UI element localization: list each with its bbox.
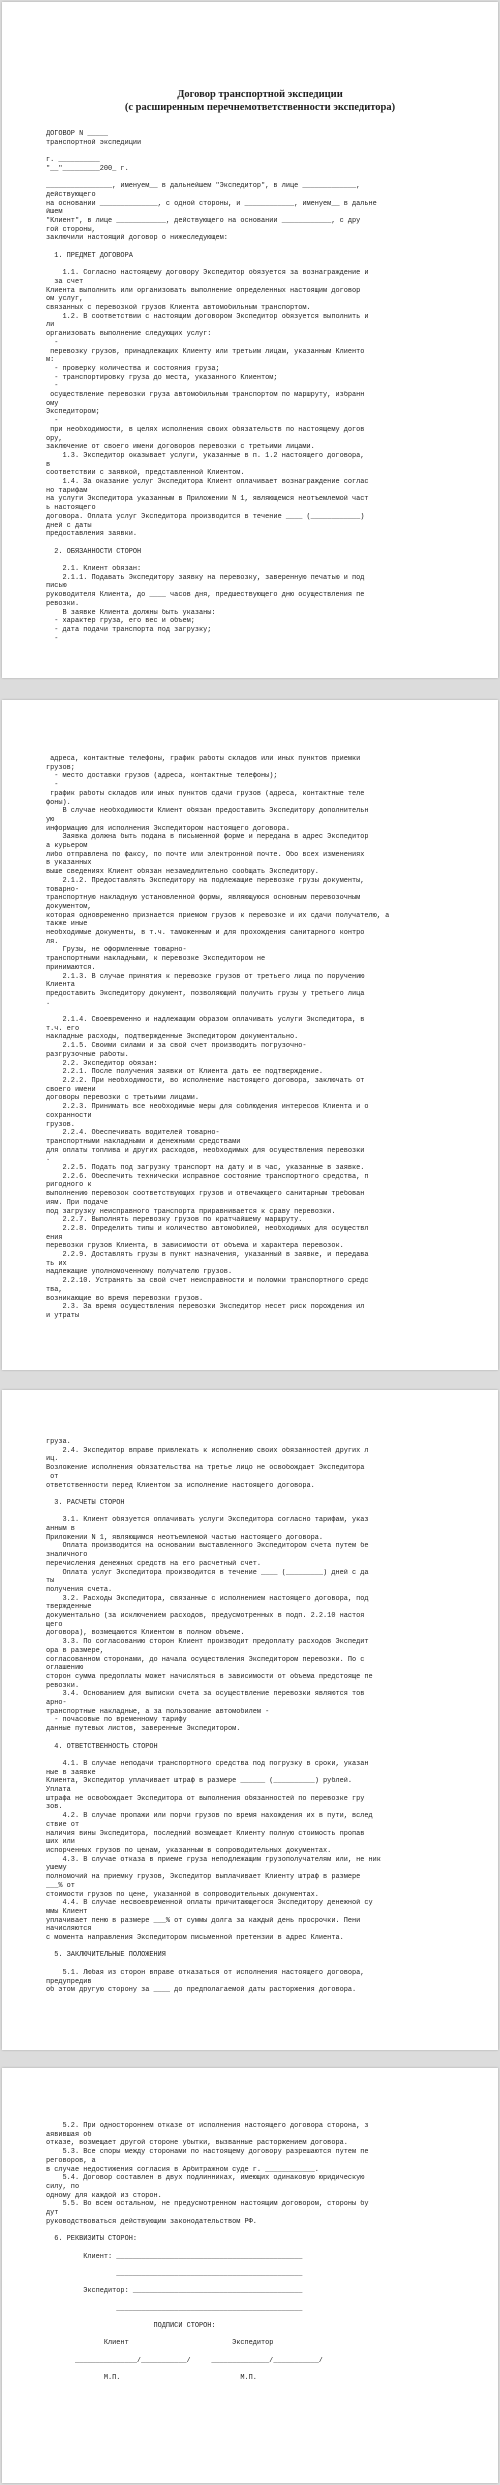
text-line: выполнению перевозок соответствующих грузов и отвечающего санитарным требован [46, 1190, 365, 1199]
text-line [46, 2279, 474, 2288]
text-line: ом услуг, [46, 295, 84, 304]
text-line: но тарифам [46, 486, 88, 495]
text-line: ммы Клиент [46, 1907, 88, 1916]
text-line: 3.1. Клиент обязуется оплачивать услуги Экспедитора согласно тарифам, указ [46, 1516, 369, 1525]
text-line: принимаются. [46, 963, 96, 972]
text-line [46, 1943, 474, 1952]
document-page-1 [2, 2, 498, 678]
text-line: силу, по [46, 2182, 80, 2191]
text-line: - характер груза, его вес и объем; [46, 617, 195, 626]
text-line: ора в размере, [46, 1646, 104, 1655]
text-line: - [46, 634, 59, 643]
text-line: ___% от [46, 1881, 75, 1890]
text-line: надлежащие уполномоченному получателю грузов. [46, 1268, 233, 1277]
text-line: об этом другую сторону за ____ до предполагаемой даты расторжения договора. [46, 1986, 357, 1995]
text-line: договора), возмещаются Клиентом в полном объеме. [46, 1629, 245, 1638]
text-line: 4.3. В случае отказа в приеме груза неподлежащим грузополучателям или, не ник [46, 1855, 381, 1864]
text-line: соответствии с заявкой, представленной Клиентом. [46, 469, 245, 478]
text-line [46, 556, 474, 565]
text-line [46, 2366, 474, 2375]
text-line: действующего [46, 190, 96, 199]
text-line: возникающие во время перевозки грузов. [46, 1294, 204, 1303]
text-line: заключение от своего имени договоров перевозки с третьими лицами. [46, 443, 315, 452]
text-line: ответственности перед Клиентом за исполнение настоящего договора. [46, 1481, 315, 1490]
text-line: документом, [46, 902, 92, 911]
text-line: 2.2.1. После получения заявки от Клиента дать ее подтверждение. [46, 1068, 324, 1077]
text-line: М.П. М.П. [46, 2374, 257, 2383]
text-line [46, 1751, 474, 1760]
page-2-content [46, 755, 474, 1321]
text-line: ому [46, 399, 59, 408]
text-line [46, 2313, 474, 2322]
text-line: В случае необходимости Клиент обязан предоставить Экспедитору дополнительн [46, 807, 369, 816]
text-line: график работы складов или иных пунктов сдачи грузов (адреса, контактные теле [46, 789, 365, 798]
text-line: м: [46, 356, 55, 365]
text-line: Клиент Экспедитор [46, 2339, 274, 2348]
text-line: на основании ______________, с одной стороны, и ____________, именуем__ в дальне [46, 199, 377, 208]
text-line: ригодного к [46, 1181, 92, 1190]
text-line: 4.2. В случае пропажи или порчи грузов по время нахождения их в пути, вслед [46, 1812, 373, 1821]
text-line: 2.4. Экспедитор вправе привлекать к исполнению своих обязанностей других л [46, 1446, 369, 1455]
text-line: 5.5. Во всем остальном, не предусмотренном настоящим договором, стороны бу [46, 2200, 369, 2209]
text-line [46, 261, 474, 270]
text-line: ли [46, 321, 55, 330]
text-line: писью [46, 582, 67, 591]
text-line: договора. Оплата услуг Экспедитора производится в течение ____ (____________) [46, 512, 365, 521]
text-line: документально (за исключением расходов, предусмотренных в подп. 2.2.10 настоя [46, 1612, 365, 1621]
text-line: 6. РЕКВИЗИТЫ СТОРОН: [46, 2235, 137, 2244]
text-line: для оплаты топлива и других расходов, необходимых для осуществления перевозки [46, 1146, 365, 1155]
text-line: ревозки. [46, 1681, 80, 1690]
page-4-content [46, 2122, 474, 2383]
text-line: . [46, 998, 51, 1007]
text-line: 2. ОБЯЗАННОСТИ СТОРОН [46, 547, 142, 556]
text-line: 1.4. За оказание услуг Экспедитора Клиент оплачивает вознаграждение соглас [46, 478, 369, 487]
text-line: предупредив [46, 1977, 92, 1986]
text-line: ть их [46, 1259, 67, 1268]
text-line: - [46, 781, 59, 790]
text-line: наличия вины Экспедитора, последний возмещает Клиенту полную стоимость пропав [46, 1829, 365, 1838]
text-line: ения [46, 1233, 63, 1242]
text-line: 3.3. По согласованию сторон Клиент производит предоплату расходов Экспедит [46, 1638, 369, 1647]
text-line: транспортную накладную установленной формы, являющуюся основным перевозочным [46, 894, 361, 903]
text-line: транспортными накладными, к перевозке Экспедитором не [46, 955, 266, 964]
text-line: ________________, именуем__ в дальнейшем "Экспедитор", в лице _____________, [46, 182, 361, 191]
text-line: оглашению [46, 1664, 84, 1673]
text-line [46, 1490, 474, 1499]
text-line: сохранности [46, 1111, 92, 1120]
text-line: Грузы, не оформленные товарно- [46, 946, 187, 955]
text-line: - проверку количества и состояния груза; [46, 364, 220, 373]
text-line: 2.2.10. Устранять за свой счет неисправности и поломки транспортного средс [46, 1277, 369, 1286]
text-line: 2.3. За время осуществления перевозки Экспедитор несет риск порождения ил [46, 1303, 365, 1312]
text-line [46, 2261, 474, 2270]
text-line: г. __________ [46, 156, 100, 165]
text-line: йшем [46, 208, 63, 217]
text-line: руководителя Клиента, до ____ часов дня, предшествующего дню осуществления пе [46, 591, 365, 600]
text-line: Оплата услуг Экспедитора производится в течение ____ (_________) дней с да [46, 1568, 369, 1577]
text-line: на услуги Экспедитора указанным в Приложении N 1, являющемся неотъемлемой част [46, 495, 369, 504]
text-line: ПОДПИСИ СТОРОН: [46, 2322, 216, 2331]
text-line: - [46, 338, 59, 347]
page-1-text [46, 130, 474, 643]
text-line: Оплата производится на основании выставленного Экспедитором счета путем бе [46, 1542, 369, 1551]
text-line: под загрузку неисправного транспорта приравнивается к сраву перевозки. [46, 1207, 336, 1216]
text-line: Экспедитор: _________________________________________ [46, 2287, 303, 2296]
text-line: фоны). [46, 798, 71, 807]
text-line: Клиента [46, 981, 75, 990]
text-line: уплачивает пеню в размере ___% от суммы долга за каждый день просрочки. Пени [46, 1916, 361, 1925]
text-line: 3.2. Расходы Экспедитора, связанные с исполнением настоящего договора, под [46, 1594, 369, 1603]
text-line: Возложение исполнения обязательства на третье лицо не освобождает Экспедитора [46, 1464, 365, 1473]
text-line: 2.1.1. Подавать Экспедитору заявку на перевозку, заверенную печатью и под [46, 573, 365, 582]
text-line: ДОГОВОР N _____ [46, 130, 109, 138]
text-line: заключили настоящий договор о нижеследующем: [46, 234, 228, 243]
text-line: арно- [46, 1699, 67, 1708]
text-line: транспортной экспедиции [46, 138, 142, 147]
text-line: Уплата [46, 1786, 71, 1795]
page-3-text [46, 1438, 474, 1995]
text-line [46, 2331, 474, 2340]
text-line: от [46, 1472, 59, 1481]
text-line: 2.2.3. Принимать все необходимые меры для соблюдения интересов Клиента и о [46, 1103, 369, 1112]
text-line: дней с даты [46, 521, 92, 530]
text-line: 5.3. Все споры между сторонами по настоящему договору разрешаются путем пе [46, 2148, 369, 2157]
text-line [46, 2244, 474, 2253]
document-page-2 [2, 700, 498, 1370]
text-line [46, 2348, 474, 2357]
text-line: предоставить Экспедитору документ, позволяющий получить грузы у третьего лица [46, 989, 365, 998]
text-line: осуществление перевозки груза автомобильным транспортом по маршруту, избранн [46, 391, 365, 400]
text-line: договоры перевозки с третьими лицами. [46, 1094, 199, 1103]
text-line: - [46, 382, 59, 391]
text-line: адреса, контактные телефоны, график работы складов или иных пунктов приемки [46, 755, 361, 763]
text-line: анным в [46, 1525, 75, 1533]
text-line [46, 1007, 474, 1016]
text-line: ушему [46, 1864, 67, 1873]
text-line: 2.2.6. Обеспечить технически исправное состояние транспортного средства, п [46, 1172, 369, 1181]
text-line: 3.4. Основанием для выписки счета за осуществление перевозки являются тов [46, 1690, 365, 1699]
text-line: полномочий на приемку грузов, Экспедитор выплачивает Клиенту штраф в размере [46, 1873, 361, 1882]
text-line: согласованном сторонами, до начала осуществления Экспедитором перевозки. По с [46, 1655, 365, 1664]
text-line: 4. ОТВЕТСТВЕННОСТЬ СТОРОН [46, 1742, 158, 1751]
text-line: твержденные [46, 1603, 92, 1612]
text-line: предоставления заявки. [46, 530, 137, 539]
text-line: своего имени [46, 1085, 96, 1094]
page-4-text [46, 2122, 474, 2383]
document-page-4 [2, 2068, 498, 2483]
text-line: транспортными накладными и денежными средствами [46, 1137, 241, 1146]
text-line: ревозки. [46, 599, 80, 608]
text-line: _______________/___________/ ______________/___________/ [46, 2356, 324, 2365]
text-line [46, 539, 474, 548]
text-line: 2.2.8. Определить типы и количество автомобилей, необходимых для осуществл [46, 1224, 369, 1233]
text-line: организовать выполнение следующих услуг: [46, 330, 212, 339]
text-line: ные в заявке [46, 1768, 96, 1777]
text-line: которая одновременно признается приемом грузов к перевозке и их сдачи получателю, а [46, 911, 390, 920]
text-line: штрафа не освобождает Экспедитора от выполнения обязанностей по перевозке гру [46, 1794, 365, 1803]
text-line: либо отправлена по факсу, по почте или электронной почте. Обо всех изменениях [46, 850, 365, 859]
page-2-text [46, 755, 474, 1321]
text-line: перевозку грузов, принадлежащих Клиенту или третьим лицам, указанным Клиенто [46, 347, 365, 356]
text-line: - почасовые по временному тарифу [46, 1716, 187, 1725]
text-line: "__"_________200_ г. [46, 164, 129, 173]
text-line: данные путевых листов, заверенные Экспедитором. [46, 1725, 241, 1734]
text-line: начисляются [46, 1925, 92, 1934]
text-line: "Клиент", в лице ____________, действующего на основании ____________, с дру [46, 217, 361, 225]
text-line: т.ч. его [46, 1024, 80, 1033]
text-line: 2.2. Экспедитор обязан: [46, 1059, 158, 1068]
text-line: 2.2.2. При необходимости, во исполнение настоящего договора, заключать от [46, 1077, 365, 1085]
text-line: иц. [46, 1455, 59, 1464]
text-line: сторон сумма предоплаты может начисляться в зависимости от объема предстояще пе [46, 1672, 373, 1681]
text-line: необходимые документы, в т.ч. таможенным и для прохождения санитарного контро [46, 929, 365, 938]
text-line: гой стороны, [46, 225, 96, 234]
text-line: получения счета. [46, 1585, 113, 1594]
text-line: за счет [46, 277, 84, 286]
text-line [46, 174, 474, 183]
text-line: в случае недостижения согласия в Арбитражном суде г. ____________. [46, 2165, 319, 2174]
text-line: 1. ПРЕДМЕТ ДОГОВОРА [46, 251, 133, 260]
text-line: _____________________________________________ [46, 2304, 303, 2313]
text-line: ь настоящего [46, 504, 96, 513]
text-line: зов. [46, 1803, 63, 1812]
text-line: ствие от [46, 1820, 80, 1829]
text-line: руководствоваться действующим законодательством РФ. [46, 2217, 257, 2226]
text-line: - [46, 417, 59, 426]
text-line: в [46, 460, 51, 469]
text-line: В заявке Клиента должны быть указаны: [46, 608, 216, 617]
page-3-content [46, 1438, 474, 1995]
text-line: Клиента, Экспедитор уплачивает штраф в размере ______ (__________) рублей. [46, 1777, 352, 1786]
text-line: выше сведениях Клиент обязан незамедлительно сообщать Экспедитору. [46, 868, 319, 877]
text-line: Клиент: _____________________________________________ [46, 2252, 303, 2261]
text-line: - место доставки грузов (адреса, контактные телефоны); [46, 772, 278, 781]
text-line: также иные [46, 920, 88, 929]
text-line: 5.2. При одностороннем отказе от исполнения настоящего договора сторона, з [46, 2122, 369, 2130]
text-line: груза. [46, 1438, 71, 1446]
text-line: 1.1. Согласно настоящему договору Экспедитор обязуется за вознаграждение и [46, 269, 369, 278]
text-line: аявившая об [46, 2130, 92, 2139]
text-line: 2.2.4. Обеспечивать водителей товарно- [46, 1129, 220, 1138]
document-title-line-1: Договор транспортной экспедиции [177, 89, 343, 100]
text-line [46, 243, 474, 252]
text-line: в указанных [46, 859, 92, 868]
text-line: Клиента выполнить или организовать выполнение определенных настоящим договор [46, 286, 361, 295]
text-line: накладные расходы, подтвержденные Экспедитором документально. [46, 1033, 299, 1042]
text-line: тва, [46, 1285, 63, 1294]
text-line: 2.2.5. Подать под загрузку транспорт на дату и в час, указанные в заявке. [46, 1164, 365, 1173]
document-title-line-2: (с расширенным перечнемответственности экспедитора) [124, 102, 396, 113]
text-line: - транспортировку груза до места, указанного Клиентом; [46, 373, 278, 382]
text-line: ты [46, 1577, 55, 1586]
text-line: ля. [46, 937, 59, 946]
document-title [46, 88, 474, 114]
text-line: Экспедитором; [46, 408, 100, 417]
text-line: 5.4. Договор составлен в двух подлинниках, имеющих одинаковую юридическую [46, 2174, 365, 2183]
text-line: 3. РАСЧЕТЫ СТОРОН [46, 1498, 125, 1507]
text-line: 1.2. В соответствии с настоящим договором Экспедитор обязуется выполнить и [46, 312, 369, 321]
text-line: связанных с перевозкой грузов Клиента автомобильным транспортом. [46, 304, 311, 312]
text-line: Заявка должна быть подана в письменной форме и передана в адрес Экспедитор [46, 833, 369, 842]
text-line: _____________________________________________ [46, 2269, 303, 2278]
text-line: отказе, возмещает другой стороне убытки, вызванные расторжением договора. [46, 2139, 348, 2148]
text-line: иям. При подаче [46, 1198, 109, 1207]
text-line: дут [46, 2209, 59, 2218]
text-line: перечисления денежных средств на его расчетный счет. [46, 1559, 262, 1568]
text-line: перевозки грузов Клиента, в зависимости от объема и характера перевозок. [46, 1242, 344, 1251]
text-line: . [46, 1155, 51, 1164]
text-line: и утраты [46, 1311, 80, 1320]
text-line: разгрузочные работы. [46, 1050, 129, 1059]
text-line: грузов. [46, 1120, 75, 1129]
text-line: щего [46, 1620, 63, 1629]
text-line: при необходимости, в целях исполнения своих обязательств по настоящему догов [46, 425, 365, 434]
text-line: информацию для исполнения Экспедитором настоящего договора. [46, 824, 290, 833]
text-line: одному для каждой из сторон. [46, 2191, 162, 2200]
text-line: ших или [46, 1838, 75, 1847]
text-line: зналичного [46, 1551, 88, 1560]
text-line: ору, [46, 434, 63, 443]
document-page-3 [2, 1390, 498, 2050]
text-line: грузов; [46, 763, 75, 772]
text-line: 4.1. В случае неподачи транспортного средства под погрузку в сроки, указан [46, 1759, 369, 1768]
text-line: 1.3. Экспедитор оказывает услуги, указанные в п. 1.2 настоящего договора, [46, 451, 365, 460]
text-line [46, 1508, 474, 1517]
text-line [46, 2226, 474, 2235]
text-line: 2.1.5. Своими силами и за свой счет производить погрузочно- [46, 1042, 307, 1051]
text-line: испорченных грузов по ценам, указанным в сопроводительных документах. [46, 1846, 332, 1855]
text-line [46, 1960, 474, 1969]
text-line: стоимости грузов по цене, указанной в сопроводительных документах. [46, 1890, 319, 1899]
text-line: 5.1. Любая из сторон вправе отказаться от исполнения настоящего договора, [46, 1968, 365, 1977]
text-line: транспортные накладные, а за пользование автомобилем - [46, 1707, 270, 1716]
text-line: 5. ЗАКЛЮЧИТЕЛЬНЫЕ ПОЛОЖЕНИЯ [46, 1951, 166, 1960]
text-line: ую [46, 815, 55, 824]
text-line: 2.1.4. Своевременно и надлежащим образом оплачивать услуги Экспедитора, в [46, 1016, 365, 1025]
text-line: товарно- [46, 885, 80, 894]
text-line: 2.1. Клиент обязан: [46, 565, 142, 574]
text-line: 4.4. В случае несвоевременной оплаты причитающегося Экспедитору денежной су [46, 1899, 373, 1908]
text-line: Приложении N 1, являющимся неотъемлемой частью настоящего договора. [46, 1533, 324, 1542]
text-line: 2.2.7. Выполнять перевозку грузов по кратчайшему маршруту. [46, 1216, 303, 1225]
text-line [46, 147, 474, 156]
text-line: а курьером [46, 842, 88, 851]
page-1-content [46, 88, 474, 643]
text-line: 2.1.2. Предоставлять Экспедитору на подлежащие перевозке грузы документы, [46, 876, 365, 885]
text-line [46, 2296, 474, 2305]
text-line: реговоров, а [46, 2156, 96, 2165]
text-line [46, 1734, 474, 1743]
text-line: 2.2.9. Доставлять грузы в пункт назначения, указанный в заявке, и передава [46, 1251, 369, 1260]
text-line: с момента направления Экспедитором письменной претензии в адрес Клиента. [46, 1934, 344, 1943]
text-line: 2.1.3. В случае принятия к перевозке грузов от третьего лица по поручению [46, 972, 365, 981]
text-line: - дата подачи транспорта под загрузку; [46, 625, 212, 634]
